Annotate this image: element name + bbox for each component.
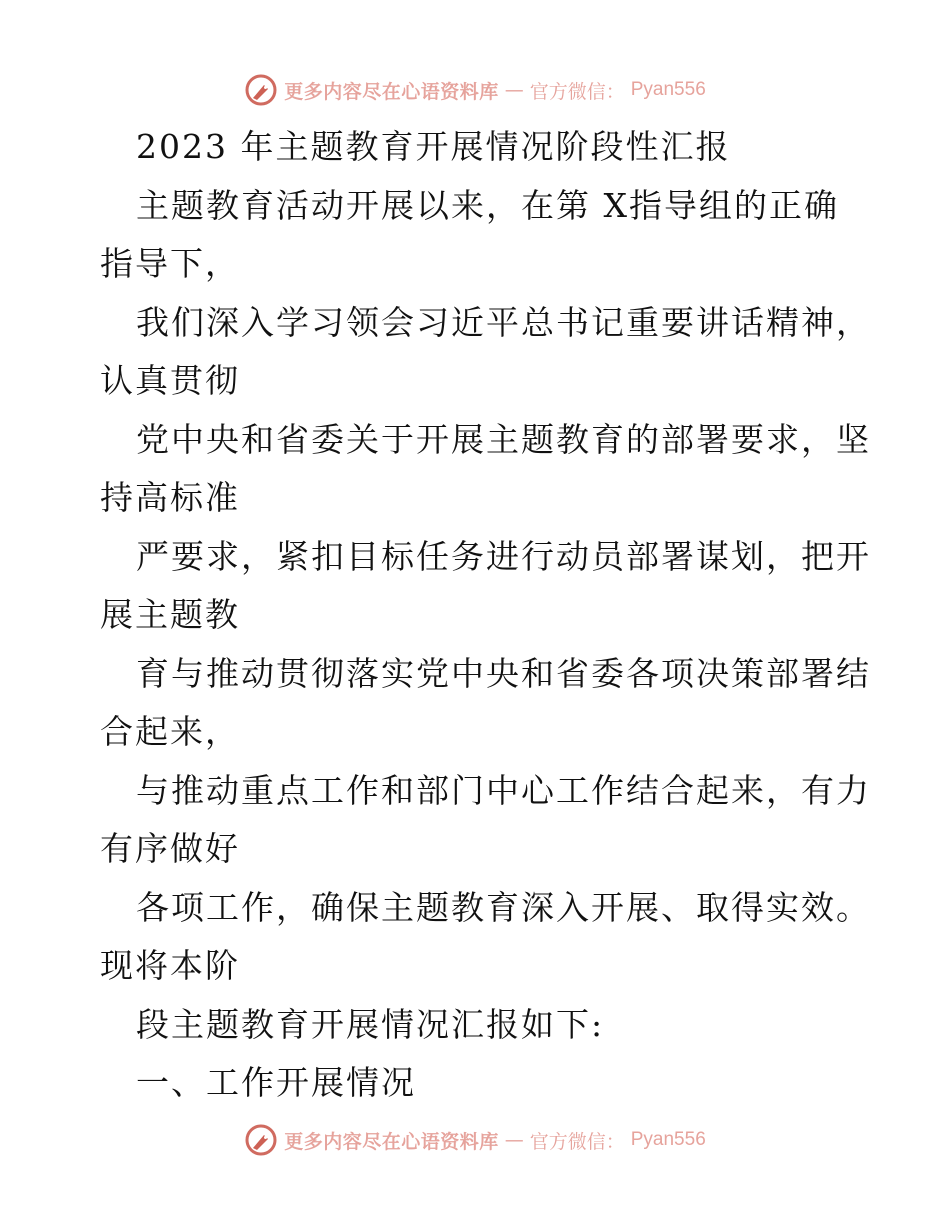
paragraph-line: 有序做好 xyxy=(100,829,240,868)
watermark-dash: — xyxy=(504,1129,524,1151)
watermark-text: 更多内容尽在心语资料库 xyxy=(284,80,499,103)
watermark-official-label: 官方微信： xyxy=(529,1130,625,1153)
paragraph-line: 育与推动贯彻落实党中央和省委各项决策部署结 xyxy=(136,653,871,693)
paragraph-line: 党中央和省委关于开展主题教育的部署要求，坚 xyxy=(136,419,871,459)
paragraph-line: 持高标准 xyxy=(100,478,240,517)
paragraph-line: 与推动重点工作和部门中心工作结合起来，有力 xyxy=(136,770,871,810)
section-heading: 一、工作开展情况 xyxy=(136,1063,416,1102)
paragraph-line: 段主题教育开展情况汇报如下: xyxy=(136,1004,605,1044)
paragraph-line: 我们深入学习领会习近平总书记重要讲话精神， xyxy=(136,302,871,342)
paragraph-line: 展主题教 xyxy=(100,595,240,634)
header-watermark xyxy=(0,70,950,110)
document-title: 2023 年主题教育开展情况阶段性汇报 xyxy=(136,127,731,166)
paragraph-line: 认真贯彻 xyxy=(100,361,240,400)
watermark-text: 更多内容尽在心语资料库 xyxy=(284,1130,499,1153)
watermark-account: Pyan556 xyxy=(630,1129,706,1150)
watermark-account: Pyan556 xyxy=(630,79,706,100)
watermark-official-label: 官方微信： xyxy=(529,80,625,103)
watermark-dash: — xyxy=(504,79,524,101)
paragraph-line: 主题教育活动开展以来，在第 X指导组的正确 xyxy=(136,185,839,225)
document-body xyxy=(100,118,871,1113)
footer-watermark xyxy=(0,1120,950,1160)
pen-nib-circle-icon xyxy=(244,1123,278,1157)
paragraph-line: 严要求，紧扣目标任务进行动员部署谋划，把开 xyxy=(136,536,871,576)
paragraph-line: 合起来， xyxy=(100,712,240,751)
paragraph-line: 现将本阶 xyxy=(100,946,240,985)
paragraph-line: 各项工作，确保主题教育深入开展、取得实效。 xyxy=(136,887,871,927)
paragraph-line: 指导下， xyxy=(100,244,240,283)
pen-nib-circle-icon xyxy=(244,73,278,107)
